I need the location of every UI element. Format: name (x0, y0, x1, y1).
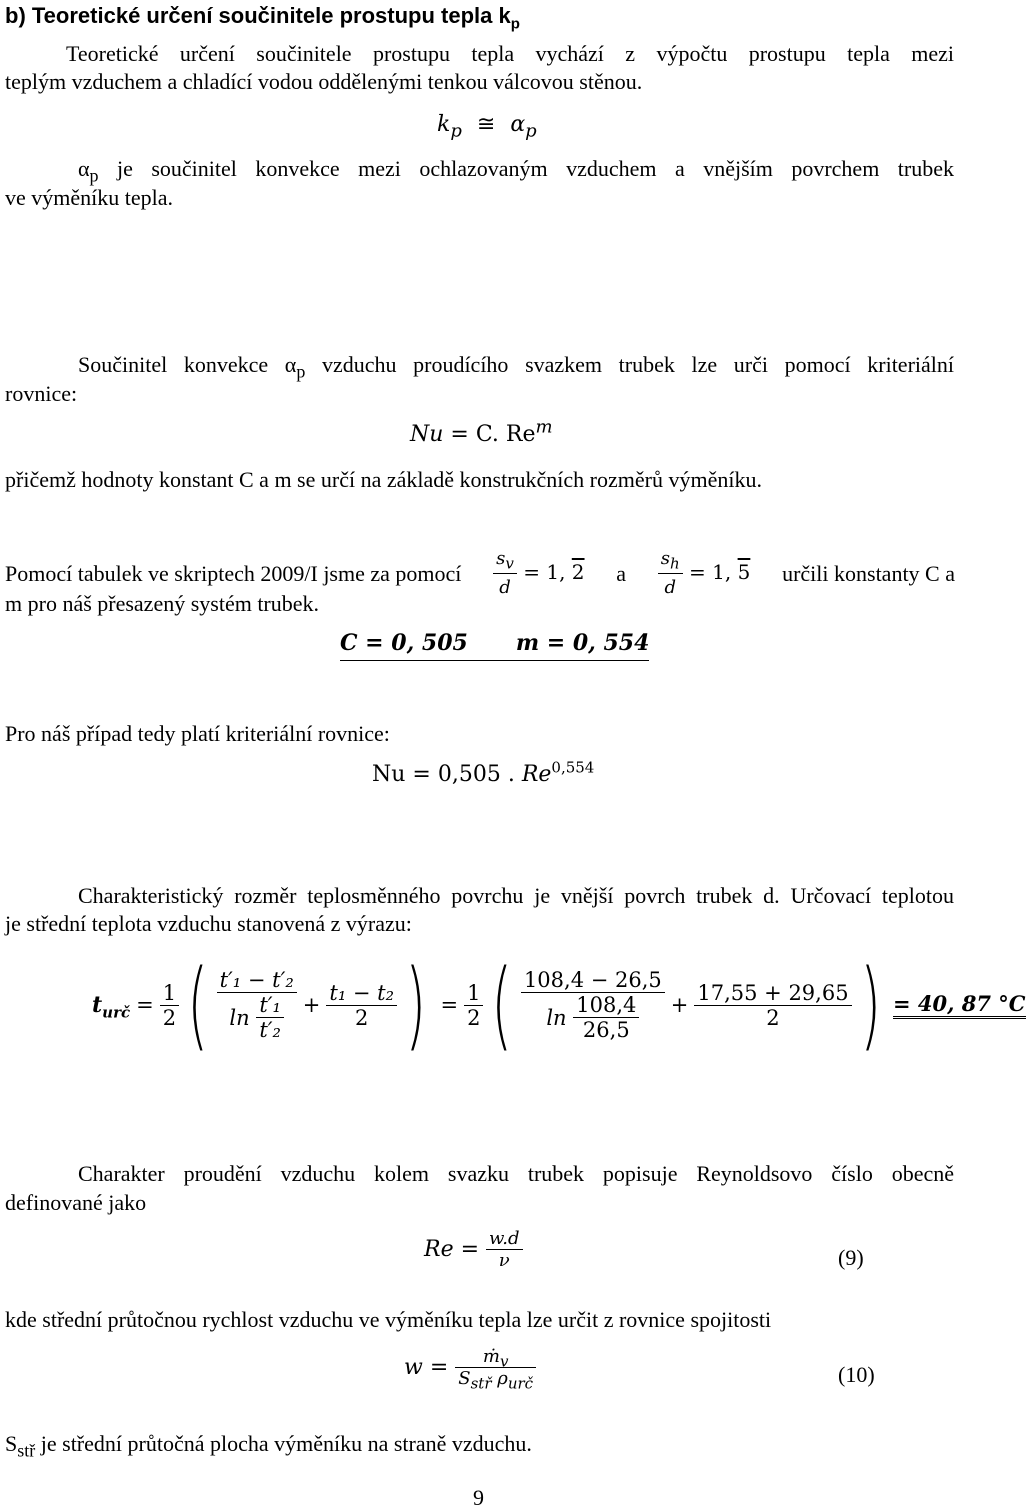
paragraph-4: přičemž hodnoty konstant C a m se určí na základě konstrukčních rozměrů výměníku. (5, 467, 762, 492)
equation-nusselt-specific: Nu = 0,505 . Re$^{0,554}$ (372, 758, 595, 787)
equation-nusselt-general: Nu = C. Re$^m$ (410, 416, 553, 447)
equation-constants: C = 0, 505 m = 0, 554 (340, 630, 649, 661)
log-mean-numeric: 108,4 − 26,5 ln $\frac{108,4}{26,5}$ (521, 968, 665, 1042)
equation-10-label: (10) (838, 1362, 875, 1387)
paragraph-1-line-2: teplým vzduchem a chladící vodou oddělenými tenkou válcovou stěnou. (5, 69, 643, 94)
paragraph-5-line-2: m pro náš přesazený systém trubek. (5, 591, 320, 616)
page-number: 9 (473, 1485, 484, 1510)
equation-mean-temperature: $t_{urč}$ = $\frac{1}{2}$ ( t′₁ − t′₂ ln $\frac{\text{t′₁}}{\text{t′₂}}$ + $\frac{\text{t₁ − t₂}}{2}$ ) = $\frac{1}{2}$ ( 108,4 − 26,5 ln $\frac{108,4}{26,5}$ + $\frac{17,55 + 29,65}{2}$ ) = 40, 87 °C (92, 949, 1026, 1061)
paragraph-7-line-2: je střední teplota vzduchu stanovená z výrazu: (5, 911, 412, 936)
paragraph-9: kde střední průtočnou rychlost vzduchu ve výměníku tepla lze určit z rovnice spojitosti (5, 1307, 772, 1332)
equation-9: Re = $\frac{w.d}{\nu}$ (424, 1228, 523, 1271)
paragraph-8-line-1: Charakter proudění vzduchu kolem svazku trubek popisuje Reynoldsovo číslo obecně (78, 1161, 954, 1186)
paragraph-1-line-1: Teoretické určení součinitele prostupu tepla vychází z výpočtu prostupu tepla mezi (66, 41, 954, 66)
heading-text: b) Teoretické určení součinitele prostupu tepla k (5, 3, 511, 28)
ratio-sv-d: $\frac{s_v}{d}$ = 1, 2 (493, 545, 584, 602)
paragraph-5-line-1: Pomocí tabulek ve skriptech 2009/I jsme za pomocí $\frac{s_v}{d}$ = 1, 2 a $\frac{s_h}{d}$ = 1, 5 určili konstanty C a (5, 545, 955, 602)
equation-10: w = $\frac{ṁ_v}{S_{stř} \rho_{urč}}$ (404, 1346, 536, 1389)
paragraph-2-line-2: ve výměníku tepla. (5, 185, 174, 210)
heading-subscript: p (510, 15, 520, 33)
log-mean-fraction: t′₁ − t′₂ ln $\frac{\text{t′₁}}{\text{t′₂}}$ (217, 968, 297, 1042)
paragraph-7-line-1: Charakteristický rozměr teplosměnného povrchu je vnější povrch trubek d. Určovací teplotou (78, 883, 954, 908)
paragraph-2-line-1: $\alpha_p$ je součinitel konvekce mezi ochlazovaným vzduchem a vnějším povrchem trubek (78, 156, 954, 186)
ratio-sh-d: $\frac{s_h}{d}$ = 1, 5 (658, 545, 751, 602)
paragraph-10: $S_{stř}$ je střední průtočná plocha výměníku na straně vzduchu. (5, 1431, 532, 1461)
equation-kp-alpha: $k_p$ ≅ $\alpha_p$ (437, 112, 537, 142)
section-heading (5, 2, 520, 33)
paragraph-6: Pro náš případ tedy platí kriteriální rovnice: (5, 721, 390, 746)
paragraph-3-line-2: rovnice: (5, 381, 78, 406)
mean-temperature-result: = 40, 87 °C (893, 991, 1026, 1019)
equation-9-label: (9) (838, 1245, 864, 1270)
paragraph-3-line-1: Součinitel konvekce $\alpha_p$ vzduchu proudícího svazkem trubek lze urči pomocí kriteriální (78, 352, 954, 382)
paragraph-8-line-2: definované jako (5, 1190, 147, 1215)
